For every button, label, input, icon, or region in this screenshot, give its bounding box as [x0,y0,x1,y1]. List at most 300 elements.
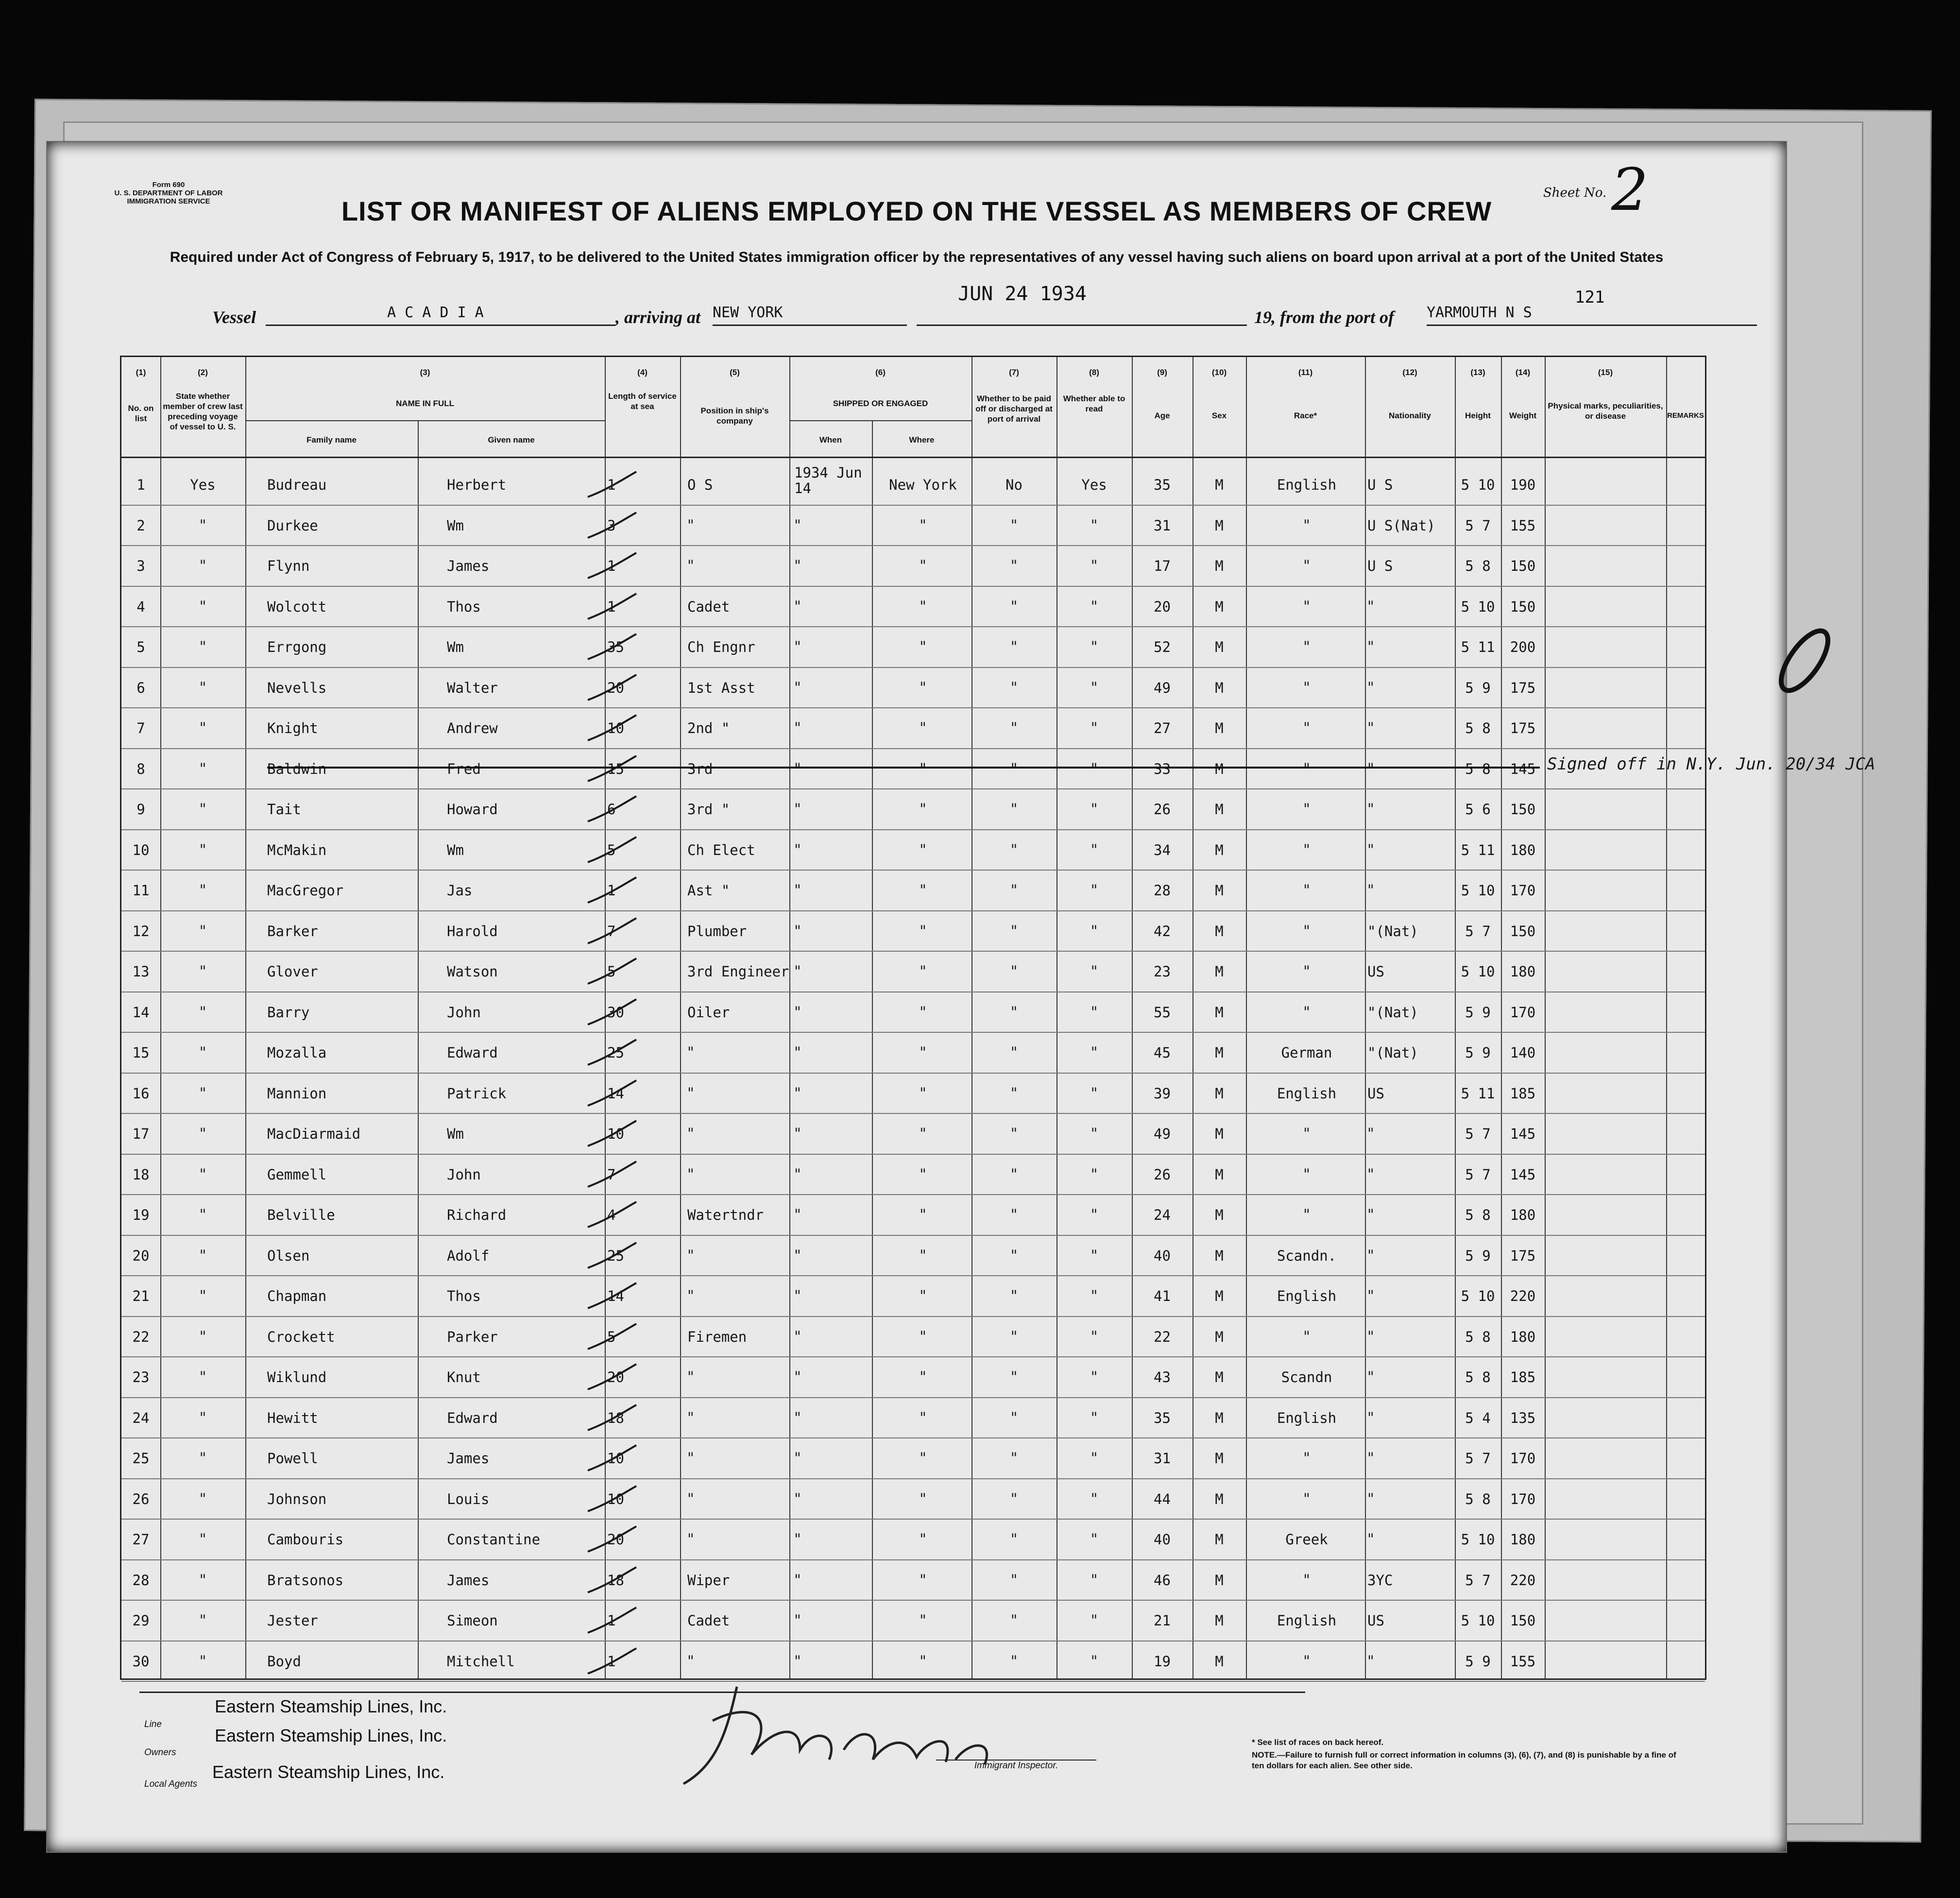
length-of-service: 25 [607,1247,624,1264]
able-to-read: " [1091,1490,1098,1507]
position: O S [687,477,713,493]
age: 26 [1154,1166,1171,1183]
race: " [1303,1450,1310,1467]
length-of-service: 30 [607,1004,624,1021]
nationality: U S [1367,477,1393,493]
position: " [687,1368,694,1385]
race: English [1277,1409,1337,1426]
header-race: Race* [1294,411,1317,420]
position: Cadet [687,1612,730,1629]
header-sex: Sex [1211,411,1227,420]
shipped-where: " [920,719,926,736]
position: Plumber [687,923,747,940]
shipped-where: " [920,1125,926,1142]
paid-off: " [1010,557,1018,574]
family-name: Errgong [267,639,327,655]
row-number: 25 [132,1450,150,1467]
age: 34 [1154,841,1171,858]
height: 5 8 [1465,1369,1491,1385]
weight: 145 [1510,1126,1536,1142]
row-number: 23 [132,1369,150,1385]
position: Ast " [687,882,730,899]
paid-off: " [1010,1571,1018,1589]
inspector-signature [654,1672,1091,1798]
header-length-of-service: Length of service at sea [608,392,677,411]
given-name: Wm [447,1126,464,1142]
nationality: 3YC [1367,1572,1393,1589]
position: Ch Elect [687,841,755,858]
shipped-where: " [920,1409,926,1426]
given-name: Constantine [447,1531,541,1548]
table-row [121,1113,1705,1154]
nationality: " [1367,760,1374,777]
shipped-where: " [920,1531,926,1548]
age: 26 [1154,801,1171,818]
table-row [121,748,1875,789]
weight: 175 [1510,720,1536,736]
given-name: Howard [447,801,498,818]
paid-off: " [1010,1490,1018,1507]
col14-number: (14) [1515,368,1531,377]
sex: M [1215,923,1224,940]
table-row [121,1275,1705,1316]
table-row [121,870,1705,910]
weight: 220 [1510,1572,1536,1589]
height: 5 8 [1465,558,1491,574]
family-name: Crockett [267,1328,335,1345]
shipped-when: " [794,922,801,940]
given-name: James [447,1450,490,1467]
length-of-service: 3 [607,517,616,534]
nationality: " [1367,719,1374,736]
row-number: 3 [136,558,145,574]
race: " [1303,598,1310,615]
height: 5 9 [1465,1653,1491,1670]
paid-off: " [1010,1003,1018,1021]
height: 5 10 [1461,1288,1495,1304]
shipped-when: " [794,1612,801,1629]
shipped-where: " [920,922,926,940]
sex: M [1215,1085,1224,1102]
length-of-service: 7 [607,1166,616,1183]
col15-number: (15) [1598,368,1613,377]
shipped-when: " [794,1084,801,1102]
race: " [1303,1003,1310,1021]
table-row [121,1437,1705,1478]
age: 40 [1154,1247,1171,1264]
able-to-read: " [1091,1571,1098,1589]
previous-voyage: " [199,1206,206,1223]
age: 46 [1154,1572,1171,1589]
table-row [121,1316,1705,1357]
position: " [687,1490,694,1507]
family-name: MacDiarmaid [267,1126,361,1142]
family-name: Flynn [267,558,310,574]
family-name: Olsen [267,1247,310,1264]
nationality: " [1367,1409,1374,1426]
nationality: " [1367,882,1374,899]
col6-number: (6) [875,368,886,377]
table-row [121,1154,1705,1195]
able-to-read: " [1091,1612,1098,1629]
family-name: Chapman [267,1288,327,1304]
position: 3rd [687,760,713,777]
sex: M [1215,963,1224,980]
weight: 175 [1510,679,1536,696]
length-of-service: 15 [607,760,624,777]
family-name: McMakin [267,841,327,858]
penalty-note: NOTE.—Failure to furnish full or correct information in columns (3), (6), (7), and (8) is punishable by a fine of ten dollars for each alien. See other side. [1252,1750,1676,1770]
length-of-service: 10 [607,1450,624,1467]
given-name: Herbert [447,477,507,493]
check-mark [583,1279,641,1313]
shipped-where: " [920,1206,926,1223]
shipped-where: " [920,598,926,615]
able-to-read: " [1091,1450,1098,1467]
row-number: 16 [132,1085,150,1102]
nationality: " [1367,679,1374,696]
position: Ch Engnr [687,639,755,655]
nationality: "(Nat) [1367,1004,1418,1021]
previous-voyage: " [199,801,206,818]
height: 5 10 [1461,1612,1495,1629]
paid-off: " [1010,801,1018,818]
family-name: Powell [267,1450,318,1467]
check-mark [583,1441,641,1475]
sex: M [1215,1409,1224,1426]
family-name: Glover [267,963,318,980]
age: 43 [1154,1369,1171,1385]
paid-off: " [1010,1612,1018,1629]
able-to-read: " [1091,963,1098,980]
length-of-service: 20 [607,1369,624,1385]
shipped-where: " [920,1044,926,1061]
row-number: 8 [136,760,145,777]
sex: M [1215,1612,1224,1629]
shipped-when: " [794,1125,801,1142]
nationality: U S(Nat) [1367,517,1435,534]
weight: 185 [1510,1085,1536,1102]
paid-off: No [1006,477,1023,493]
check-mark [583,630,641,664]
race: Scandn [1281,1369,1332,1385]
shipped-when: " [794,1328,801,1345]
shipped-where: New York [889,477,957,493]
able-to-read: " [1091,1409,1098,1426]
paid-off: " [1010,963,1018,980]
previous-voyage: " [199,1165,206,1183]
header-family-name: Family name [307,435,357,445]
vessel-name: A C A D I A [387,304,484,321]
paid-off: " [1010,1328,1018,1345]
races-note: * See list of races on back hereof. [1252,1738,1384,1747]
family-name: Wolcott [267,598,327,615]
given-name: Harold [447,923,498,940]
sex: M [1215,558,1224,574]
header-when: When [819,435,842,445]
weight: 185 [1510,1369,1536,1385]
position: Watertndr [687,1207,764,1223]
shipped-when: " [794,1490,801,1507]
sex: M [1215,1166,1224,1183]
height: 5 7 [1465,1450,1491,1467]
row-number: 30 [132,1653,150,1670]
shipped-when: " [794,1409,801,1426]
position: 2nd " [687,720,730,736]
check-mark [583,1077,641,1111]
able-to-read: " [1091,1084,1098,1102]
height: 5 7 [1465,1126,1491,1142]
previous-voyage: " [199,1003,206,1021]
col12-number: (12) [1402,368,1417,377]
check-mark [583,792,641,826]
shipped-where: " [920,557,926,574]
family-name: Wiklund [267,1369,327,1385]
check-mark [583,1360,641,1394]
row-number: 21 [132,1288,150,1304]
row-number: 4 [136,598,145,615]
row-number: 15 [132,1044,150,1061]
able-to-read: " [1091,1003,1098,1021]
sex: M [1215,1004,1224,1021]
race: English [1277,477,1337,493]
given-name: Knut [447,1369,481,1385]
previous-voyage: " [199,1044,206,1061]
height: 5 8 [1465,1207,1491,1223]
col11-number: (11) [1298,368,1313,377]
given-name: Richard [447,1207,507,1223]
shipped-where: " [920,841,926,858]
given-name: John [447,1004,481,1021]
previous-voyage: " [199,1652,206,1670]
shipped-where: " [920,882,926,899]
given-name: Andrew [447,720,498,736]
weight: 170 [1510,882,1536,899]
race: " [1303,760,1310,777]
shipped-when: " [794,557,801,574]
check-mark [583,1482,641,1516]
check-mark [583,590,641,624]
crew-manifest-table [120,356,1875,1680]
check-mark [583,549,641,583]
race: " [1303,882,1310,899]
sex: M [1215,1450,1224,1467]
weight: 220 [1510,1288,1536,1304]
able-to-read: " [1091,557,1098,574]
previous-voyage: " [199,1571,206,1589]
shipped-when: " [794,801,801,818]
able-to-read: " [1091,719,1098,736]
previous-voyage: " [199,598,206,615]
check-mark [583,1604,641,1638]
position: " [687,1165,694,1183]
arrival-date: JUN 24 1934 [958,283,1087,305]
weight: 180 [1510,1207,1536,1223]
check-mark [583,1239,641,1273]
age: 39 [1154,1085,1171,1102]
paid-off: " [1010,1368,1018,1385]
row-number: 19 [132,1207,150,1223]
table-row [121,788,1705,829]
nationality: " [1367,1206,1374,1223]
length-of-service: 10 [607,720,624,736]
length-of-service: 1 [607,882,616,899]
age: 19 [1154,1653,1171,1670]
age: 33 [1154,760,1171,777]
col3-number: (3) [420,368,430,377]
paid-off: " [1010,1206,1018,1223]
nationality: "(Nat) [1367,1044,1418,1061]
length-of-service: 4 [607,1207,616,1223]
position: " [687,1044,694,1061]
family-name: Durkee [267,517,318,534]
given-name: Wm [447,841,464,858]
race: German [1281,1044,1332,1061]
height: 5 9 [1465,1004,1491,1021]
age: 35 [1154,1409,1171,1426]
family-name: Barry [267,1004,310,1021]
shipped-where: " [920,760,926,777]
sex: M [1215,1126,1224,1142]
weight: 170 [1510,1004,1536,1021]
oval-mark [1768,622,1841,700]
race: " [1303,801,1310,818]
shipped-where: " [920,679,926,696]
race: English [1277,1288,1337,1304]
length-of-service: 1 [607,1612,616,1629]
agents-value: Eastern Steamship Lines, Inc. [212,1762,445,1782]
table-row [121,1073,1705,1113]
sex: M [1215,1328,1224,1345]
position: Cadet [687,598,730,615]
shipped-when: " [794,719,801,736]
paid-off: " [1010,719,1018,736]
header-name-in-full: NAME IN FULL [396,399,454,408]
page-subtitle: Required under Act of Congress of February 5, 1917, to be delivered to the United States immigration officer by the representatives of any vessel having such aliens on board upon arrival at a port of the United States [170,249,1664,265]
weight: 150 [1510,1612,1536,1629]
length-of-service: 20 [607,1531,624,1548]
table-row [121,667,1705,708]
sheet-number-label: Sheet No. [1543,186,1607,200]
col8-number: (8) [1089,368,1099,377]
height: 5 4 [1465,1409,1491,1426]
previous-voyage: " [199,1328,206,1345]
row-number: 13 [132,963,150,980]
race: " [1303,841,1310,858]
check-mark [583,1117,641,1151]
row-number: 28 [132,1572,150,1589]
able-to-read: " [1091,1287,1098,1304]
table-row [121,1397,1705,1438]
col4-number: (4) [637,368,648,377]
sex: M [1215,1531,1224,1548]
height: 5 10 [1461,1531,1495,1548]
sex: M [1215,1044,1224,1061]
nationality: " [1367,841,1374,858]
race: English [1277,1085,1337,1102]
nationality: U S [1367,558,1393,574]
race: " [1303,1125,1310,1142]
shipped-where: " [920,1084,926,1102]
nationality: " [1367,801,1374,818]
weight: 150 [1510,598,1536,615]
nationality: " [1367,1652,1374,1670]
length-of-service: 1 [607,477,616,493]
age: 55 [1154,1004,1171,1021]
length-of-service: 20 [607,679,624,696]
race: " [1303,557,1310,574]
given-name: James [447,1572,490,1589]
able-to-read: " [1091,882,1098,899]
position: " [687,557,694,574]
race: " [1303,638,1310,655]
shipped-when: " [794,679,801,696]
page-title: LIST OR MANIFEST OF ALIENS EMPLOYED ON THE VESSEL AS MEMBERS OF CREW [341,196,1492,226]
able-to-read: " [1091,1044,1098,1061]
line-value: Eastern Steamship Lines, Inc. [215,1696,447,1716]
header-able-to-read: Whether able to read [1063,394,1125,413]
shipped-when: " [794,1003,801,1021]
nationality: " [1367,1368,1374,1385]
nationality: US [1367,1085,1384,1102]
able-to-read: " [1091,1206,1098,1223]
shipped-when: " [794,1287,801,1304]
given-name: Fred [447,760,481,777]
table-row [121,1478,1705,1519]
position: 3rd " [687,801,730,818]
paid-off: " [1010,841,1018,858]
table-row [121,910,1705,951]
weight: 145 [1510,760,1536,777]
nationality: " [1367,1247,1374,1264]
shipped-when: " [794,760,801,777]
given-name: Edward [447,1044,498,1061]
able-to-read: " [1091,516,1098,534]
able-to-read: " [1091,1368,1098,1385]
paid-off: " [1010,598,1018,615]
position: " [687,1531,694,1548]
previous-voyage: " [199,516,206,534]
nationality: " [1367,1125,1374,1142]
header-position: Position in ship's company [700,406,769,426]
height: 5 8 [1465,760,1491,777]
age: 40 [1154,1531,1171,1548]
nationality: US [1367,1612,1384,1629]
length-of-service: 18 [607,1409,624,1426]
table-row [121,829,1705,870]
departure-port: YARMOUTH N S [1427,304,1532,321]
able-to-read: " [1091,1125,1098,1142]
shipped-where: " [920,1368,926,1385]
previous-voyage: " [199,1368,206,1385]
age: 24 [1154,1207,1171,1223]
position: " [687,516,694,534]
shipped-when: " [794,516,801,534]
table-row [121,1194,1705,1235]
header-where: Where [909,435,935,445]
nationality: " [1367,598,1374,615]
position: Wiper [687,1572,730,1589]
shipped-when: " [794,1206,801,1223]
nationality: US [1367,963,1384,980]
weight: 140 [1510,1044,1536,1061]
header-number-on-list: No. on list [128,404,154,423]
length-of-service: 10 [607,1490,624,1507]
manifest-sheet [46,141,1875,1853]
row-number: 6 [136,679,145,696]
length-of-service: 1 [607,1653,616,1670]
table-row [121,1519,1705,1559]
